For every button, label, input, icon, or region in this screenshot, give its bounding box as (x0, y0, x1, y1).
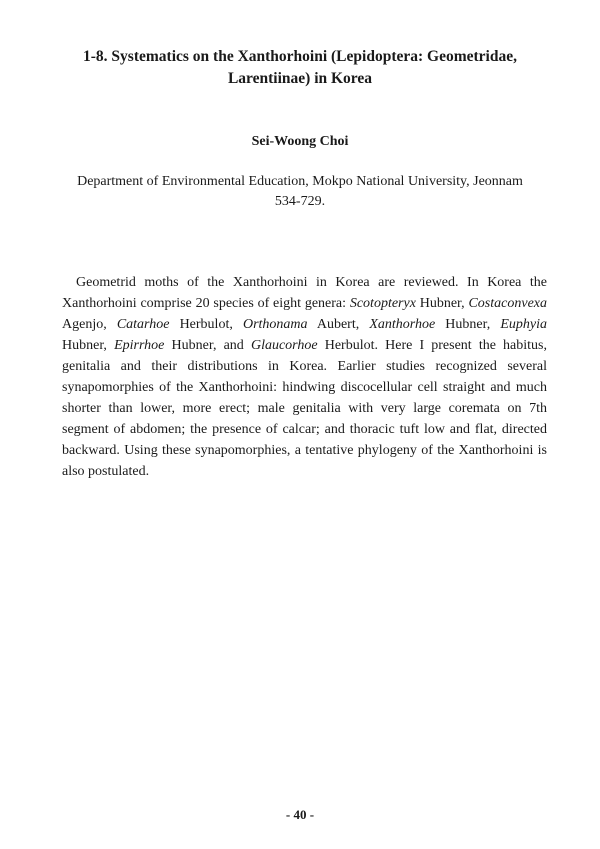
genus-name: Scotopteryx (349, 296, 416, 311)
genus-name: Euphyia (500, 317, 547, 332)
abstract-text: Aubert, (307, 317, 370, 332)
genus-name: Orthonama (242, 317, 308, 332)
abstract-text: Geometrid moths of the Xanthorhoini in Korea are reviewed. In Korea the Xanthorhoini comprise 20 species of eight genera: (62, 275, 547, 311)
abstract-text: Hubner, (62, 338, 115, 353)
affiliation-line-1: Department of Environmental Education, Mokpo National University, Jeonnam (77, 174, 523, 189)
abstract-text: Hubner, and (164, 338, 251, 353)
page-number: - 40 - (285, 807, 315, 822)
abstract-text: Hubner, (435, 317, 501, 332)
paper-title-line-2: Larentiinae) in Korea (227, 70, 373, 87)
abstract-text: Agenjo, (62, 317, 117, 332)
genus-name: Epirrhoe (114, 338, 165, 353)
paper-title (60, 46, 540, 90)
author-name: Sei-Woong Choi (251, 134, 349, 149)
abstract-text: Hubner, (415, 296, 469, 311)
abstract-text: Herbulot. Here I present the habitus, genitalia and their distributions in Korea. Earlier studies recognized several synapomorphies of the Xanthorhoini: hindwing discocellular cell straight and much shorter than lower, more erect; male genitalia with very large coremata on 7th segment of abdomen; the presence of calcar; and thoracic tuft low and flat, directed backward. Using these synapomorphies, a tentative phylogeny of the Xanthorhoini is also postulated. (62, 338, 548, 479)
genus-name: Glaucorhoe (250, 338, 318, 353)
author-affiliation (60, 172, 540, 212)
genus-name: Costaconvexa (468, 296, 547, 311)
genus-name: Catarhoe (116, 317, 170, 332)
paper-title-line-1: 1-8. Systematics on the Xanthorhoini (Lepidoptera: Geometridae, (83, 48, 517, 65)
abstract-text: Herbulot, (169, 317, 243, 332)
affiliation-line-2: 534-729. (274, 194, 326, 209)
abstract-paragraph (62, 272, 547, 482)
genus-name: Xanthorhoe (369, 317, 436, 332)
